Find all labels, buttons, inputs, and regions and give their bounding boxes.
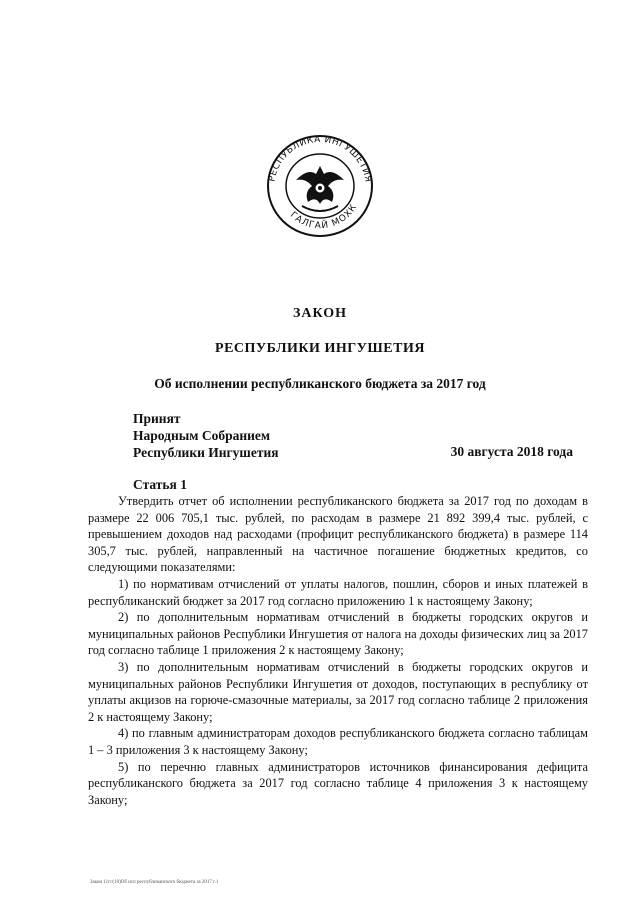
emblem-ring-top-text: РЕСПУБЛИКА ИНГУШЕТИЯ: [267, 134, 373, 184]
adoption-line-2: Народным Собранием: [133, 428, 271, 443]
article-paragraph-4: 4) по главным администраторам доходов республиканского бюджета согласно таблицам 1 – 3 приложения 3 к настоящему Закону;: [88, 726, 588, 757]
footer-filename: Закон 11гс(10)Об исп республиканского бюджета за 2017 г.1: [90, 880, 219, 885]
law-heading: ЗАКОН: [292, 306, 348, 321]
article-body: [88, 493, 588, 808]
article-paragraph-2: 2) по дополнительным нормативам отчислений в бюджеты городских округов и муниципальных районов Республики Ингушетия от налога на доходы физических лиц за 2017 год согласно таблице 1 приложения 2 к настоящему Закону;: [88, 610, 588, 658]
article-paragraph-1: 1) по нормативам отчислений от уплаты налогов, пошлин, сборов и иных платежей в республиканский бюджет за 2017 год согласно приложению 1 к настоящему Закону;: [88, 576, 588, 608]
adoption-line-3: Республики Ингушетия: [133, 445, 279, 460]
adoption-block: [133, 410, 279, 461]
emblem-ring-bottom-text: ГАЛГАЙ МОХК: [287, 202, 360, 232]
republic-heading: РЕСПУБЛИКИ ИНГУШЕТИЯ: [215, 341, 425, 356]
republic-emblem: [256, 128, 384, 240]
adoption-line-1: Принят: [133, 411, 181, 426]
adoption-date: 30 августа 2018 года: [450, 444, 573, 459]
article-heading: Статья 1: [133, 477, 187, 492]
article-paragraph-3: 3) по дополнительным нормативам отчислений в бюджеты городских округов и муниципальных районов Республики Ингушетия от доходов, поступающих в республику от уплаты акцизов на горюче-смазочные материалы, за 2017 год согласно таблице 2 приложения 2 к настоящему Закону;: [88, 659, 588, 724]
law-title: Об исполнении республиканского бюджета за 2017 год: [154, 376, 486, 391]
article-paragraph-intro: Утвердить отчет об исполнении республиканского бюджета за 2017 год по доходам в размере 22 006 705,1 тыс. рублей, по расходам в размере 21 892 399,4 тыс. рублей, с превышением доходов над расходами (профицит республиканского бюджета) в размере 114 305,7 тыс. рублей, направленный на частичное погашение бюджетных кредитов, со следующими показателями:: [88, 494, 588, 575]
article-paragraph-5: 5) по перечню главных администраторов источников финансирования дефицита республиканского бюджета за 2017 год согласно таблице 4 приложения 3 к настоящему Закону;: [88, 759, 588, 807]
